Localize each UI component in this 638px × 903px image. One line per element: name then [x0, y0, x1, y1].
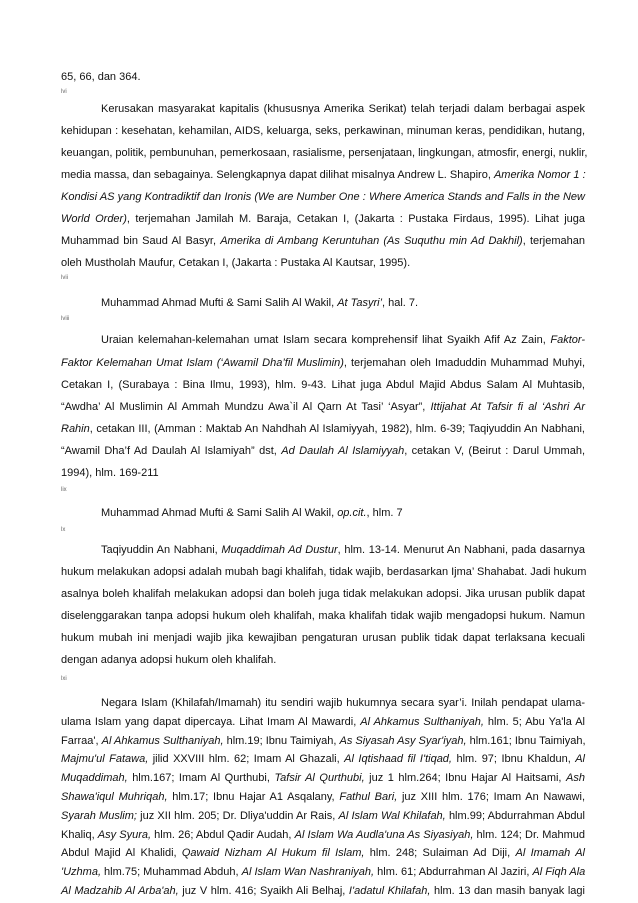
note-60-line-2: hukum melakukan adopsi adalah mubah bagi khalifah, tidak wajib, berdasarkan Ijma’ Shahabat. Jadi hukum [61, 566, 587, 578]
note-60-line-4: diselenggarakan tanpa adopsi hukum oleh khalifah, maka khalifah tidak wajib mengadopsi hukum. Namun [61, 610, 585, 622]
note-60-line-3: asalnya boleh khalifah melakukan adopsi dan boleh juga tidak melakukan adopsi. Jika urusan publik dapat [61, 588, 585, 600]
note-56-line-8: oleh Mustholah Maufur, Cetakan I, (Jakarta : Pustaka Al Kautsar, 1995). [61, 257, 411, 269]
footnote-marker-lxi: lxi [61, 676, 67, 682]
note-58-line-1: Uraian kelemahan-kelemahan umat Islam secara komprehensif lihat Syaikh Afif Az Zain, Faktor- [101, 334, 585, 346]
note-61-line-8: Khaliq, Asy Syura, hlm. 26; Abdul Qadir Audah, Al Islam Wa Audla'una As Siyasiyah, hlm. 124; Dr. Mahmud [61, 828, 585, 841]
note-61-line-5: Muqaddimah, hlm.167; Imam Al Qurthubi, Tafsir Al Qurthubi, juz 1 hlm.264; Ibnu Hajar Al Haitsami, Ash [61, 772, 585, 785]
note-58-line-2: Faktor Kelemahan Umat Islam (‘Awamil Dha’fil Muslimin), terjemahan oleh Imaduddin Muhammad Muhyi, [61, 357, 585, 369]
note-56-line-6: World Order), terjemahan Jamilah M. Baraja, Cetakan I, (Jakarta : Pustaka Firdaus, 1995). Lihat juga [61, 213, 586, 225]
note-56-line-7: Muhammad bin Saud Al Basyr, Amerika di Ambang Keruntuhan (As Suquthu min Ad Dakhil), terjemahan [61, 235, 585, 247]
note-56-line-3: keuangan, politik, pembunuhan, pemerkosaan, rasialisme, persenjataan, lingkungan, atmosfir, energi, nuklir, [61, 147, 588, 159]
note-59-line-1: Muhammad Ahmad Mufti & Sami Salih Al Wakil, op.cit., hlm. 7 [101, 507, 403, 519]
note-60-line-6: dengan adanya adopsi hukum oleh khalifah. [61, 654, 277, 666]
footnote-marker-lviii: lviii [61, 316, 70, 322]
note-56-line-5: Kondisi AS yang Kontradiktif dan Ironis (We are Number One : Where America Stands and Falls in the New [61, 191, 585, 203]
note-58-line-7: 1994), hlm. 169-211 [61, 467, 159, 479]
note-61-line-4: Majmu'ul Fatawa, jilid XXVIII hlm. 62; Imam Al Ghazali, Al Iqtishaad fil I'tiqad, hlm. 97; Ibnu Khaldun, Al [61, 753, 585, 766]
note-61-line-2: ulama Islam yang dapat dipercaya. Lihat Imam Al Mawardi, Al Ahkamus Sulthaniyah, hlm. 5; Abu Ya'la Al [61, 715, 586, 728]
note-61-line-9: Abdul Majid Al Khalidi, Qawaid Nizham Al Hukum fil Islam, hlm. 248; Sulaiman Ad Diji, Al Imamah Al [61, 847, 585, 860]
footnote-marker-lix: lix [61, 487, 67, 493]
note-56-line-4: media massa, dan sebagainya. Selengkapnya dapat dilihat misalnya Andrew L. Shapiro, Amerika Nomor 1 : [61, 169, 586, 181]
note-58-line-5: Rahin, cetakan III, (Amman : Maktab An Nahdhah Al Islamiyyah, 1982), hlm. 6-39; Taqiyuddin An Nabhani, [61, 423, 585, 435]
note-60-line-1: Taqiyuddin An Nabhani, Muqaddimah Ad Dustur, hlm. 13-14. Menurut An Nabhani, pada dasarnya [101, 544, 586, 556]
footnote-marker-lx: lx [61, 527, 66, 533]
note-56-line-2: kehidupan : kesehatan, kehamilan, AIDS, keluarga, seks, perkawinan, minuman keras, pendidikan, hutang, [61, 125, 585, 137]
note-61-line-3: Farraa', Al Ahkamus Sulthaniyah, hlm.19; Ibnu Taimiyah, As Siyasah Asy Syar'iyah, hlm.161; Ibnu Taimiyah, [61, 734, 586, 747]
top-text: 65, 66, dan 364. [61, 71, 141, 83]
note-58-line-3: Cetakan I, (Surabaya : Bina Ilmu, 1993), hlm. 9-43. Lihat juga Abdul Majid Abdus Salam Al Muhtasib, [61, 379, 585, 391]
note-61-line-6: Shawa'iqul Muhriqah, hlm.17; Ibnu Hajar A1 Asqalany, Fathul Bari, juz XIII hlm. 176; Imam An Nawawi, [61, 791, 585, 803]
note-61-line-10: 'Uzhma, hlm.75; Muhammad Abduh, Al Islam Wan Nashraniyah, hlm. 61; Abdurrahman Al Jaziri, Al Fiqh Ala [61, 866, 586, 879]
footnote-marker-lvii: lvii [61, 275, 68, 281]
note-58-line-4: “Awdha’ Al Muslimin Al Ammah Mundzu Awa`il Al Qarn At Tasi’ ‘Asyar”, Ittijahat At Tafsir fi al ‘Ashri Ar [61, 401, 586, 413]
note-60-line-5: hukum mubah ini menjadi wajib jika kewajiban pengaturan urusan publik tidak dapat terlaksana kecuali [61, 632, 585, 644]
note-56-line-1: Kerusakan masyarakat kapitalis (khususnya Amerika Serikat) telah terjadi dalam berbagai aspek [101, 103, 585, 115]
footnote-marker-lvi: lvi [61, 89, 67, 95]
note-57-line-1: Muhammad Ahmad Mufti & Sami Salih Al Wakil, At Tasyri’, hal. 7. [101, 297, 419, 309]
note-61-line-7: Syarah Muslim; juz XII hlm. 205; Dr. Dliya'uddin Ar Rais, Al Islam Wal Khilafah, hlm.99; Abdurrahman Abdul [61, 809, 585, 822]
note-61-line-11: Al Madzahib Al Arba'ah, juz V hlm. 416; Syaikh Ali Belhaj, I'adatul Khilafah, hlm. 13 dan masih banyak lagi [61, 885, 585, 897]
note-58-line-6: “Awamil Dha’f Ad Daulah Al Islamiyah” dst, Ad Daulah Al Islamiyyah, cetakan V, (Beirut : Darul Ummah, [61, 445, 585, 457]
note-61-line-1: Negara Islam (Khilafah/Imamah) itu sendiri wajib hukumnya secara syar’i. Inilah pendapat ulama- [101, 697, 585, 709]
